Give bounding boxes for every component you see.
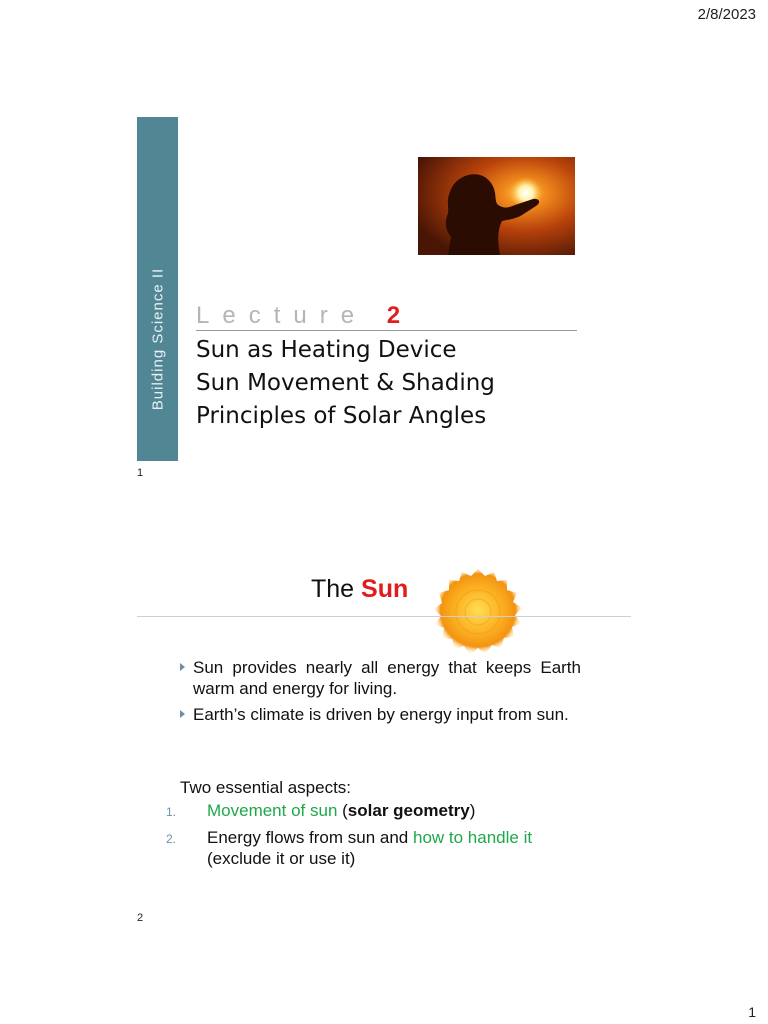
title-prefix: The [311,575,362,603]
bullet-list [180,657,581,730]
lecture-number: 2 [386,302,401,329]
title-line: Principles of Solar Angles [196,403,487,429]
numbered-list [166,800,586,875]
slide-title [311,575,408,604]
list-item [166,827,586,869]
list-number: 2. [166,832,177,846]
list-number: 1. [166,805,177,819]
sidebar-band [137,117,178,461]
lecture-word: Lecture [196,302,368,329]
title-divider [196,330,577,331]
list-item [166,800,586,821]
title-line: Sun Movement & Shading [196,370,495,396]
bullet-text: Earth’s climate is driven by energy input from sun. [193,705,569,724]
highlight-text: how to handle it [412,828,533,847]
child-holding-sun-photo [418,157,575,255]
slide-number: 1 [137,467,144,479]
paren-open: ( [337,801,348,820]
print-date: 2/8/2023 [697,6,756,23]
triangle-bullet-icon [180,710,185,718]
plain-text: Energy flows from sun and [207,828,413,847]
triangle-bullet-icon [180,663,185,671]
aspects-heading: Two essential aspects: [180,778,352,797]
page-number: 1 [748,1004,756,1020]
sun-illustration [430,567,526,659]
course-name: Building Science II [149,267,166,411]
bullet-text: Sun provides nearly all energy that keeps Earth warm and energy for living. [193,658,581,698]
list-item [180,704,581,725]
title-accent: Sun [361,575,409,603]
paren-close: ) [469,801,476,820]
title-divider [137,616,631,617]
title-line: Sun as Heating Device [196,337,457,363]
bold-text: solar geometry [347,801,470,820]
lecture-title [196,334,495,433]
plain-text: (exclude it or use it) [207,849,356,868]
list-item [180,657,581,699]
slide-number: 2 [137,912,144,924]
highlight-text: Movement of sun [207,801,338,820]
lecture-label [196,302,400,330]
